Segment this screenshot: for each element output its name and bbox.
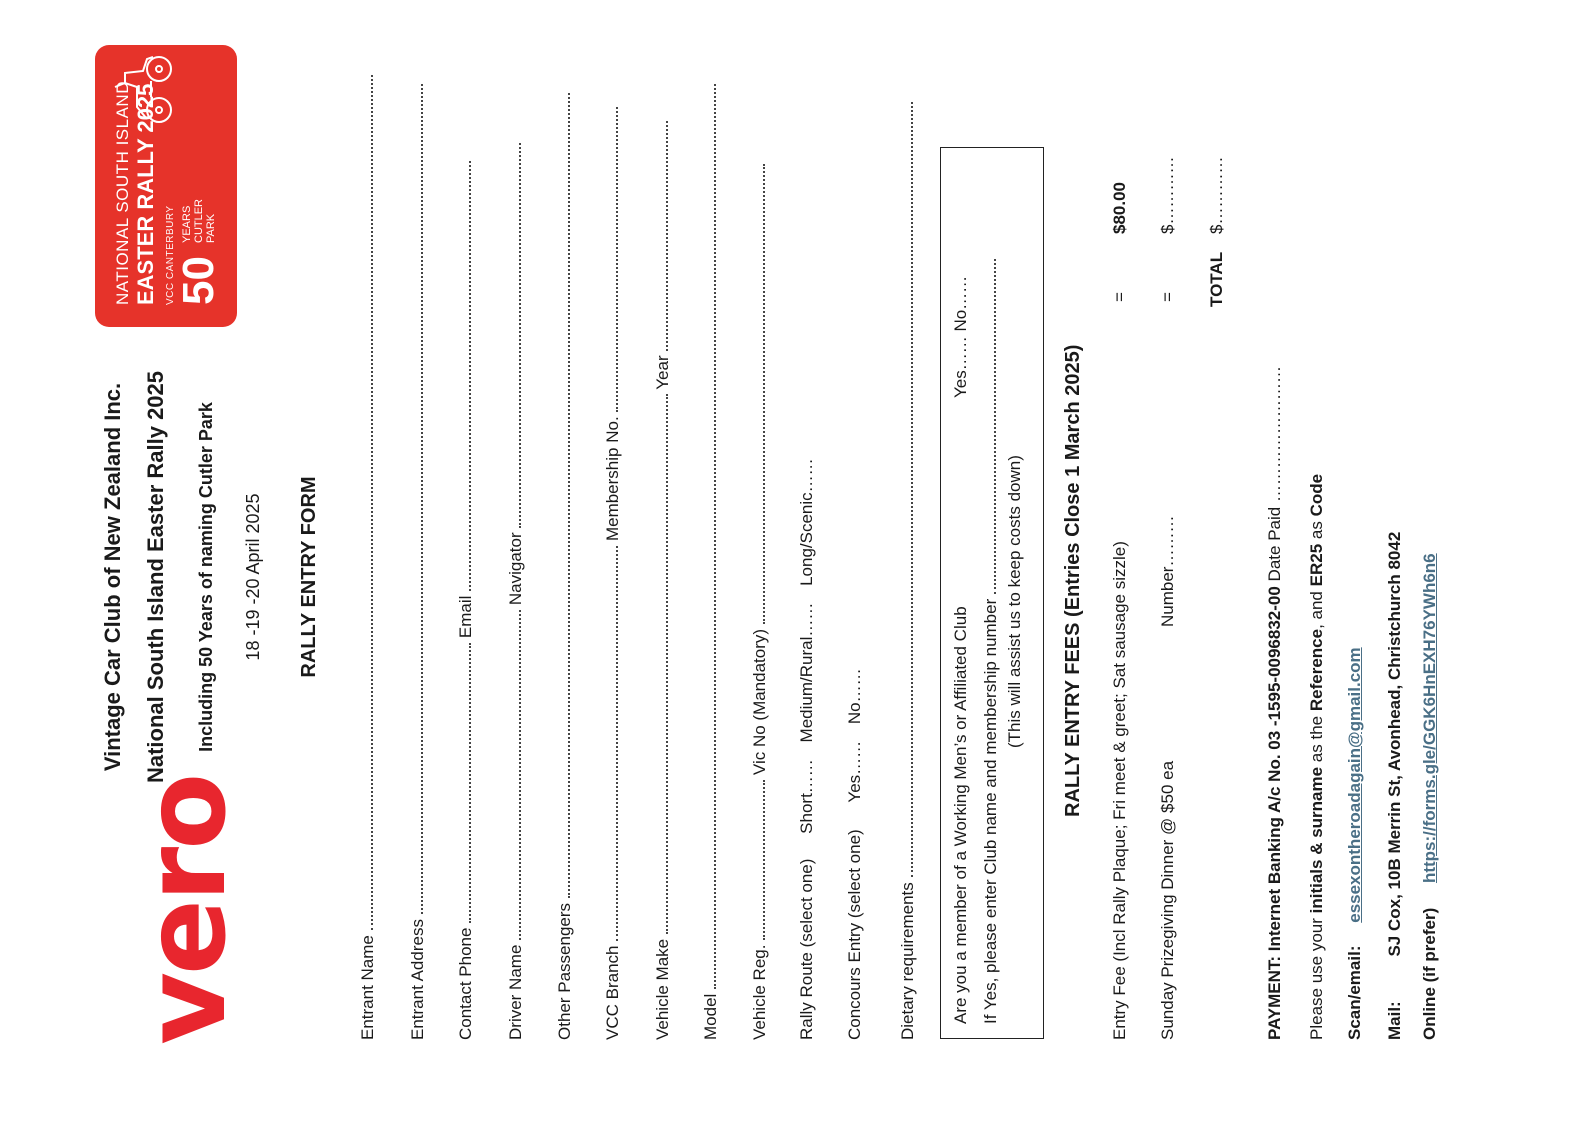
total-amount[interactable]: $………… (1207, 156, 1226, 234)
dinner-amount[interactable]: $………… (1158, 156, 1177, 234)
route-long-option[interactable]: Long/Scenic…… (797, 458, 816, 586)
entrant-name-field[interactable] (355, 75, 379, 1040)
driver-name-label: Driver Name (506, 944, 525, 1040)
online-form-link[interactable]: https://forms.gle/GGK6HnEXH76YWh6n6 (1420, 553, 1439, 884)
badge-line1: NATIONAL SOUTH ISLAND (113, 81, 132, 305)
payment-line (1265, 366, 1285, 1040)
club-yes-no[interactable]: Yes…… No…… (951, 275, 970, 398)
vcc-branch-label: VCC Branch (603, 945, 622, 1040)
mail-address: SJ Cox, 10B Merrin St, Avonhead, Christchurch 8042 (1385, 531, 1404, 957)
model-label: Model (701, 993, 720, 1040)
vehicle-reg-label: Vehicle Reg. (750, 944, 769, 1040)
club-membership-box (940, 147, 1044, 1039)
navigator-label: Navigator (506, 532, 525, 606)
mail-label: Mail: (1385, 1001, 1404, 1040)
concours-yes-option[interactable]: Yes…… (845, 740, 864, 803)
email-label: Email (456, 595, 475, 639)
year-label: Year (653, 355, 672, 390)
online-label: Online (if prefer) (1420, 907, 1439, 1040)
entry-fee-label: Entry Fee (Incl Rally Plaque; Fri meet & greet; Sat sausage sizzle) (1110, 541, 1129, 1040)
scan-email-label: Scan/email: (1345, 945, 1364, 1040)
contact-phone-label: Contact Phone (456, 927, 475, 1040)
email-link[interactable]: essexontheroadagain@gmail.com (1345, 647, 1364, 923)
event-dates: 18 -19 -20 April 2025 (243, 493, 263, 661)
other-passengers-field[interactable] (552, 93, 576, 1040)
club-instruction[interactable]: If Yes, please enter Club name and membership number (978, 259, 1001, 1024)
event-title: National South Island Easter Rally 2025 (143, 370, 168, 784)
event-subtitle: Including 50 Years of naming Cutler Park (196, 402, 216, 752)
route-medium-option[interactable]: Medium/Rural…… (797, 602, 816, 743)
vehicle-reg-field[interactable] (747, 164, 771, 1040)
vehicle-make-field[interactable] (650, 121, 674, 1040)
entrant-name-label: Entrant Name (358, 935, 377, 1040)
fees-title: RALLY ENTRY FEES (Entries Close 1 March 2025) (1062, 344, 1084, 817)
vehicle-make-label: Vehicle Make (653, 938, 672, 1040)
club-note: (This will assist us to keep costs down) (1005, 455, 1024, 748)
concours-field[interactable] (845, 668, 869, 1040)
entry-fee-amount: $80.00 (1110, 182, 1129, 234)
concours-label: Concours Entry (select one) (845, 829, 864, 1040)
club-question: Are you a member of a Working Men’s or Affiliated Club (951, 606, 970, 1024)
contact-phone-field[interactable] (453, 161, 477, 1040)
dinner-equals: = (1158, 292, 1177, 302)
badge-years: YEARS CUTLER PARK (181, 198, 217, 243)
vcc-branch-field[interactable] (600, 107, 624, 1040)
rally-route-label: Rally Route (select one) (797, 858, 816, 1040)
route-short-option[interactable]: Short…… (797, 759, 816, 834)
form-title: RALLY ENTRY FORM (298, 476, 320, 678)
badge-line2: EASTER RALLY 2025 (133, 83, 158, 305)
payment-account: PAYMENT: Internet Banking A/c No. 03 -1595-0096832-00 (1265, 586, 1284, 1040)
other-passengers-label: Other Passengers (555, 902, 574, 1040)
online-line (1420, 553, 1440, 1040)
driver-name-field[interactable] (503, 143, 527, 1040)
membership-no-label: Membership No. (603, 416, 622, 542)
date-paid[interactable]: Date Paid …………………… (1265, 366, 1284, 582)
dinner-number[interactable]: Number……… (1158, 515, 1177, 627)
mail-line (1385, 532, 1405, 1040)
club-name: Vintage Car Club of New Zealand Inc. (100, 382, 125, 772)
rally-route-field[interactable] (797, 458, 821, 1040)
entrant-address-label: Entrant Address (408, 919, 427, 1040)
vic-no-label: Vic No (Mandatory) (750, 628, 769, 776)
total-label: TOTAL (1207, 251, 1226, 307)
reference-instructions: Please use your initials & surname as the Reference, and ER25 as Code (1307, 473, 1326, 1040)
vero-logo: vero (121, 775, 251, 1045)
badge-line3: VCC CANTERBURY (165, 205, 176, 305)
vintage-car-icon (107, 53, 181, 127)
model-field[interactable] (698, 84, 722, 1040)
badge-number: 50 (174, 256, 223, 305)
dietary-label: Dietary requirements (898, 882, 917, 1040)
entry-fee-equals: = (1110, 292, 1129, 302)
entrant-address-field[interactable] (405, 84, 429, 1040)
dinner-label: Sunday Prizegiving Dinner @ $50 ea (1158, 760, 1177, 1040)
dietary-field[interactable] (895, 102, 919, 1040)
concours-no-option[interactable]: No…… (845, 668, 864, 725)
scan-email-line (1345, 647, 1365, 1040)
